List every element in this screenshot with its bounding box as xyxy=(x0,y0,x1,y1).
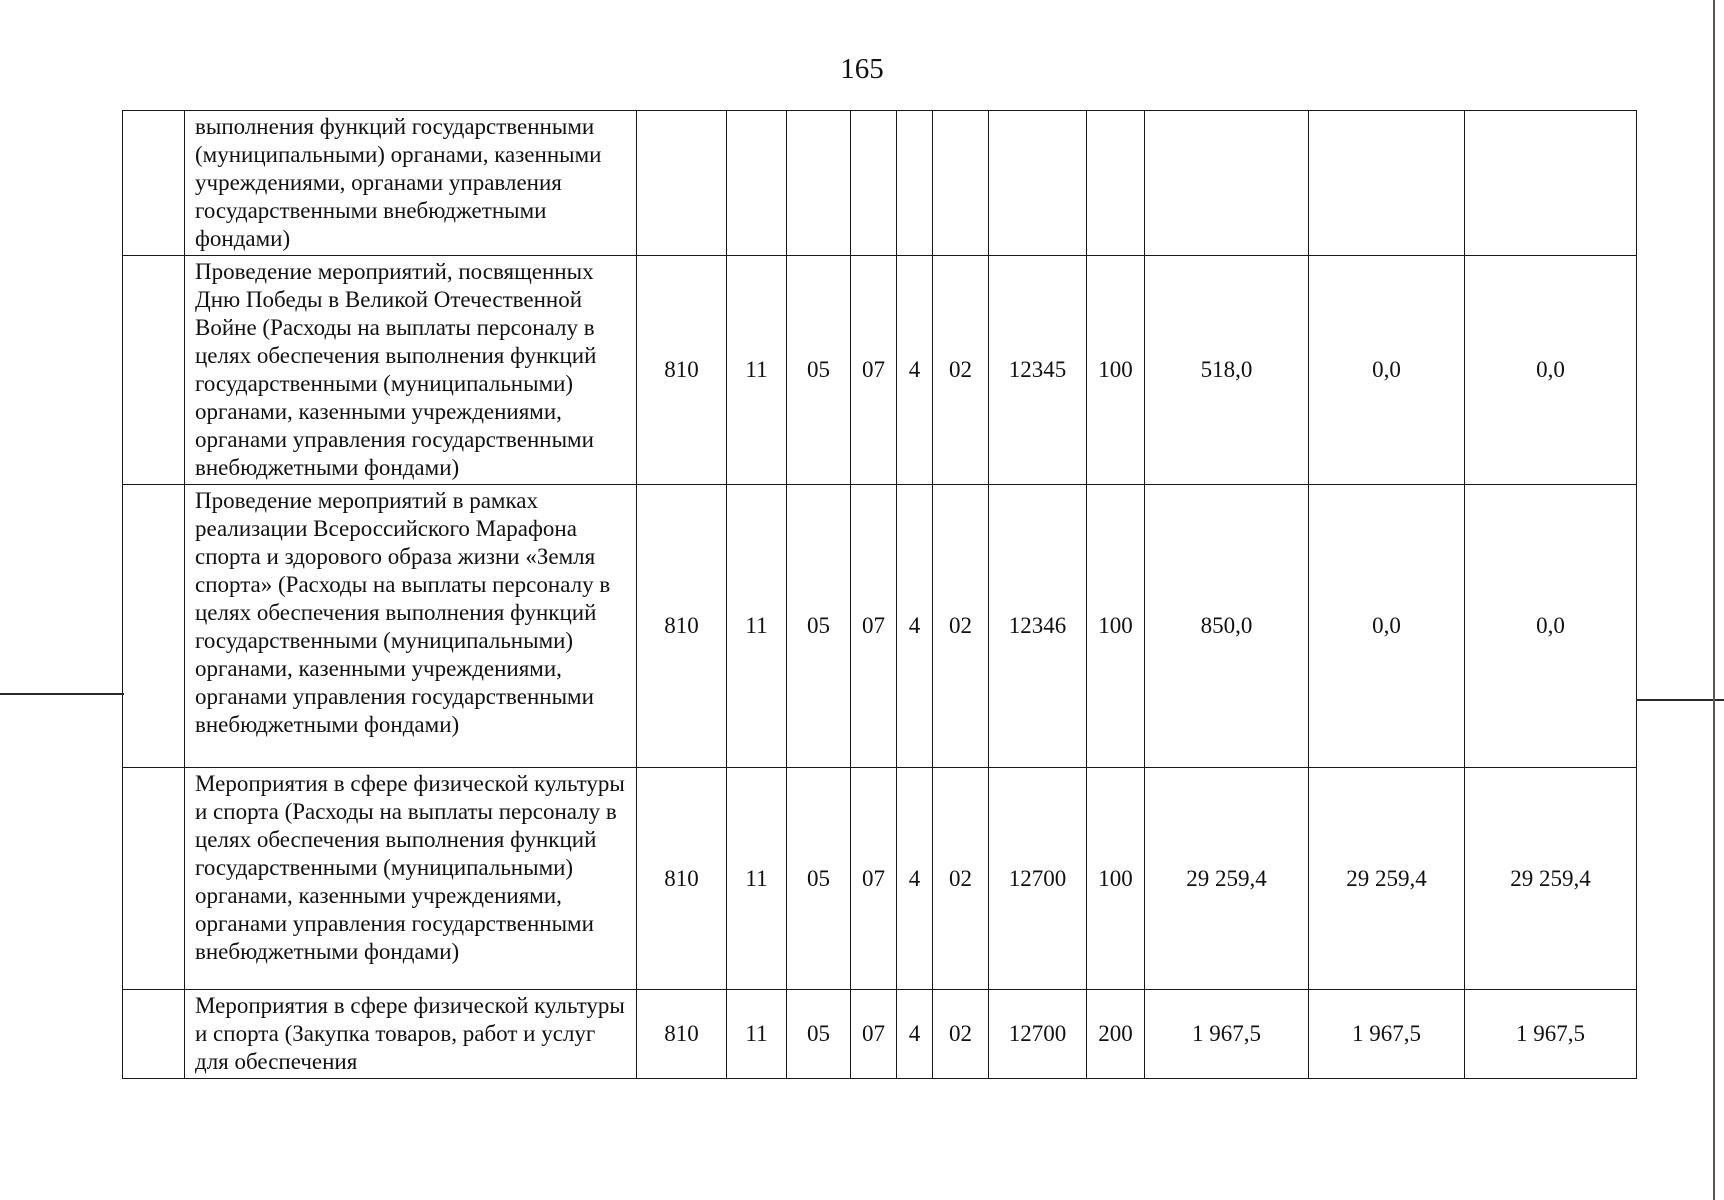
amount-year-1-cell xyxy=(1145,111,1309,256)
code-subsection-cell: 05 xyxy=(787,256,851,485)
row-number-cell xyxy=(123,111,185,256)
code-subprogram-cell: 4 xyxy=(897,990,933,1079)
amount-year-3-cell: 29 259,4 xyxy=(1465,768,1637,990)
page-number: 165 xyxy=(840,53,884,85)
row-number-cell xyxy=(123,485,185,768)
code-program-cell: 07 xyxy=(851,768,897,990)
code-program-cell xyxy=(851,111,897,256)
amount-year-2-cell: 29 259,4 xyxy=(1309,768,1465,990)
amount-year-1-cell: 850,0 xyxy=(1145,485,1309,768)
code-section-cell: 11 xyxy=(727,256,787,485)
code-direction-cell: 12346 xyxy=(989,485,1087,768)
amount-year-1-cell: 29 259,4 xyxy=(1145,768,1309,990)
code-program-cell: 07 xyxy=(851,256,897,485)
amount-year-2-cell: 0,0 xyxy=(1309,256,1465,485)
code-expense-type-cell: 100 xyxy=(1087,256,1145,485)
code-subsection-cell: 05 xyxy=(787,485,851,768)
expense-name-cell: Мероприятия в сфере физической культуры и спорта (Расходы на выплаты персоналу в целях обеспечения выполнения функций государственными (муниципальными) органами, казенными учреждениями, органами управления государственными внебюджетными фондами) xyxy=(185,768,637,990)
budget-table xyxy=(122,110,1637,1079)
code-activity-cell: 02 xyxy=(933,256,989,485)
amount-year-1-cell: 518,0 xyxy=(1145,256,1309,485)
expense-name-cell: Мероприятия в сфере физической культуры и спорта (Закупка товаров, работ и услуг для обеспечения xyxy=(185,990,637,1079)
row-number-cell xyxy=(123,256,185,485)
code-program-cell: 07 xyxy=(851,485,897,768)
code-direction-cell: 12700 xyxy=(989,990,1087,1079)
code-section-cell: 11 xyxy=(727,768,787,990)
row-number-cell xyxy=(123,768,185,990)
code-direction-cell: 12700 xyxy=(989,768,1087,990)
amount-year-3-cell xyxy=(1465,111,1637,256)
code-subsection-cell: 05 xyxy=(787,990,851,1079)
code-activity-cell xyxy=(933,111,989,256)
code-activity-cell: 02 xyxy=(933,990,989,1079)
code-subprogram-cell: 4 xyxy=(897,485,933,768)
amount-year-3-cell: 0,0 xyxy=(1465,256,1637,485)
table-row xyxy=(123,256,1637,485)
code-ministry-cell: 810 xyxy=(637,256,727,485)
code-subprogram-cell xyxy=(897,111,933,256)
code-program-cell: 07 xyxy=(851,990,897,1079)
code-direction-cell: 12345 xyxy=(989,256,1087,485)
table-row xyxy=(123,768,1637,990)
code-activity-cell: 02 xyxy=(933,768,989,990)
amount-year-2-cell: 0,0 xyxy=(1309,485,1465,768)
table-row xyxy=(123,990,1637,1079)
code-section-cell: 11 xyxy=(727,990,787,1079)
code-subprogram-cell: 4 xyxy=(897,768,933,990)
table-row xyxy=(123,485,1637,768)
amount-year-1-cell: 1 967,5 xyxy=(1145,990,1309,1079)
code-subprogram-cell: 4 xyxy=(897,256,933,485)
expense-name-cell: выполнения функций государственными (муниципальными) органами, казенными учреждениями, органами управления государственными внебюджетными фондами) xyxy=(185,111,637,256)
amount-year-2-cell xyxy=(1309,111,1465,256)
scan-page-edge xyxy=(1713,0,1715,1200)
expense-name-cell: Проведение мероприятий, посвященных Дню Победы в Великой Отечественной Войне (Расходы на выплаты персоналу в целях обеспечения выполнения функций государственными (муниципальными) органами, казенными учреждениями, органами управления государственными внебюджетными фондами) xyxy=(185,256,637,485)
code-expense-type-cell: 100 xyxy=(1087,768,1145,990)
code-direction-cell xyxy=(989,111,1087,256)
code-subsection-cell: 05 xyxy=(787,768,851,990)
table-body xyxy=(123,111,1637,1079)
code-activity-cell: 02 xyxy=(933,485,989,768)
code-subsection-cell xyxy=(787,111,851,256)
amount-year-3-cell: 1 967,5 xyxy=(1465,990,1637,1079)
code-section-cell: 11 xyxy=(727,485,787,768)
amount-year-3-cell: 0,0 xyxy=(1465,485,1637,768)
table-row xyxy=(123,111,1637,256)
code-ministry-cell: 810 xyxy=(637,485,727,768)
scan-mark-left xyxy=(0,693,124,695)
code-ministry-cell xyxy=(637,111,727,256)
code-ministry-cell: 810 xyxy=(637,990,727,1079)
expense-name-cell: Проведение мероприятий в рамках реализации Всероссийского Марафона спорта и здорового образа жизни «Земля спорта» (Расходы на выплаты персоналу в целях обеспечения выполнения функций государственными (муниципальными) органами, казенными учреждениями, органами управления государственными внебюджетными фондами) xyxy=(185,485,637,768)
code-expense-type-cell: 100 xyxy=(1087,485,1145,768)
amount-year-2-cell: 1 967,5 xyxy=(1309,990,1465,1079)
code-section-cell xyxy=(727,111,787,256)
row-number-cell xyxy=(123,990,185,1079)
scan-mark-right xyxy=(1636,699,1724,701)
code-expense-type-cell xyxy=(1087,111,1145,256)
code-expense-type-cell: 200 xyxy=(1087,990,1145,1079)
code-ministry-cell: 810 xyxy=(637,768,727,990)
